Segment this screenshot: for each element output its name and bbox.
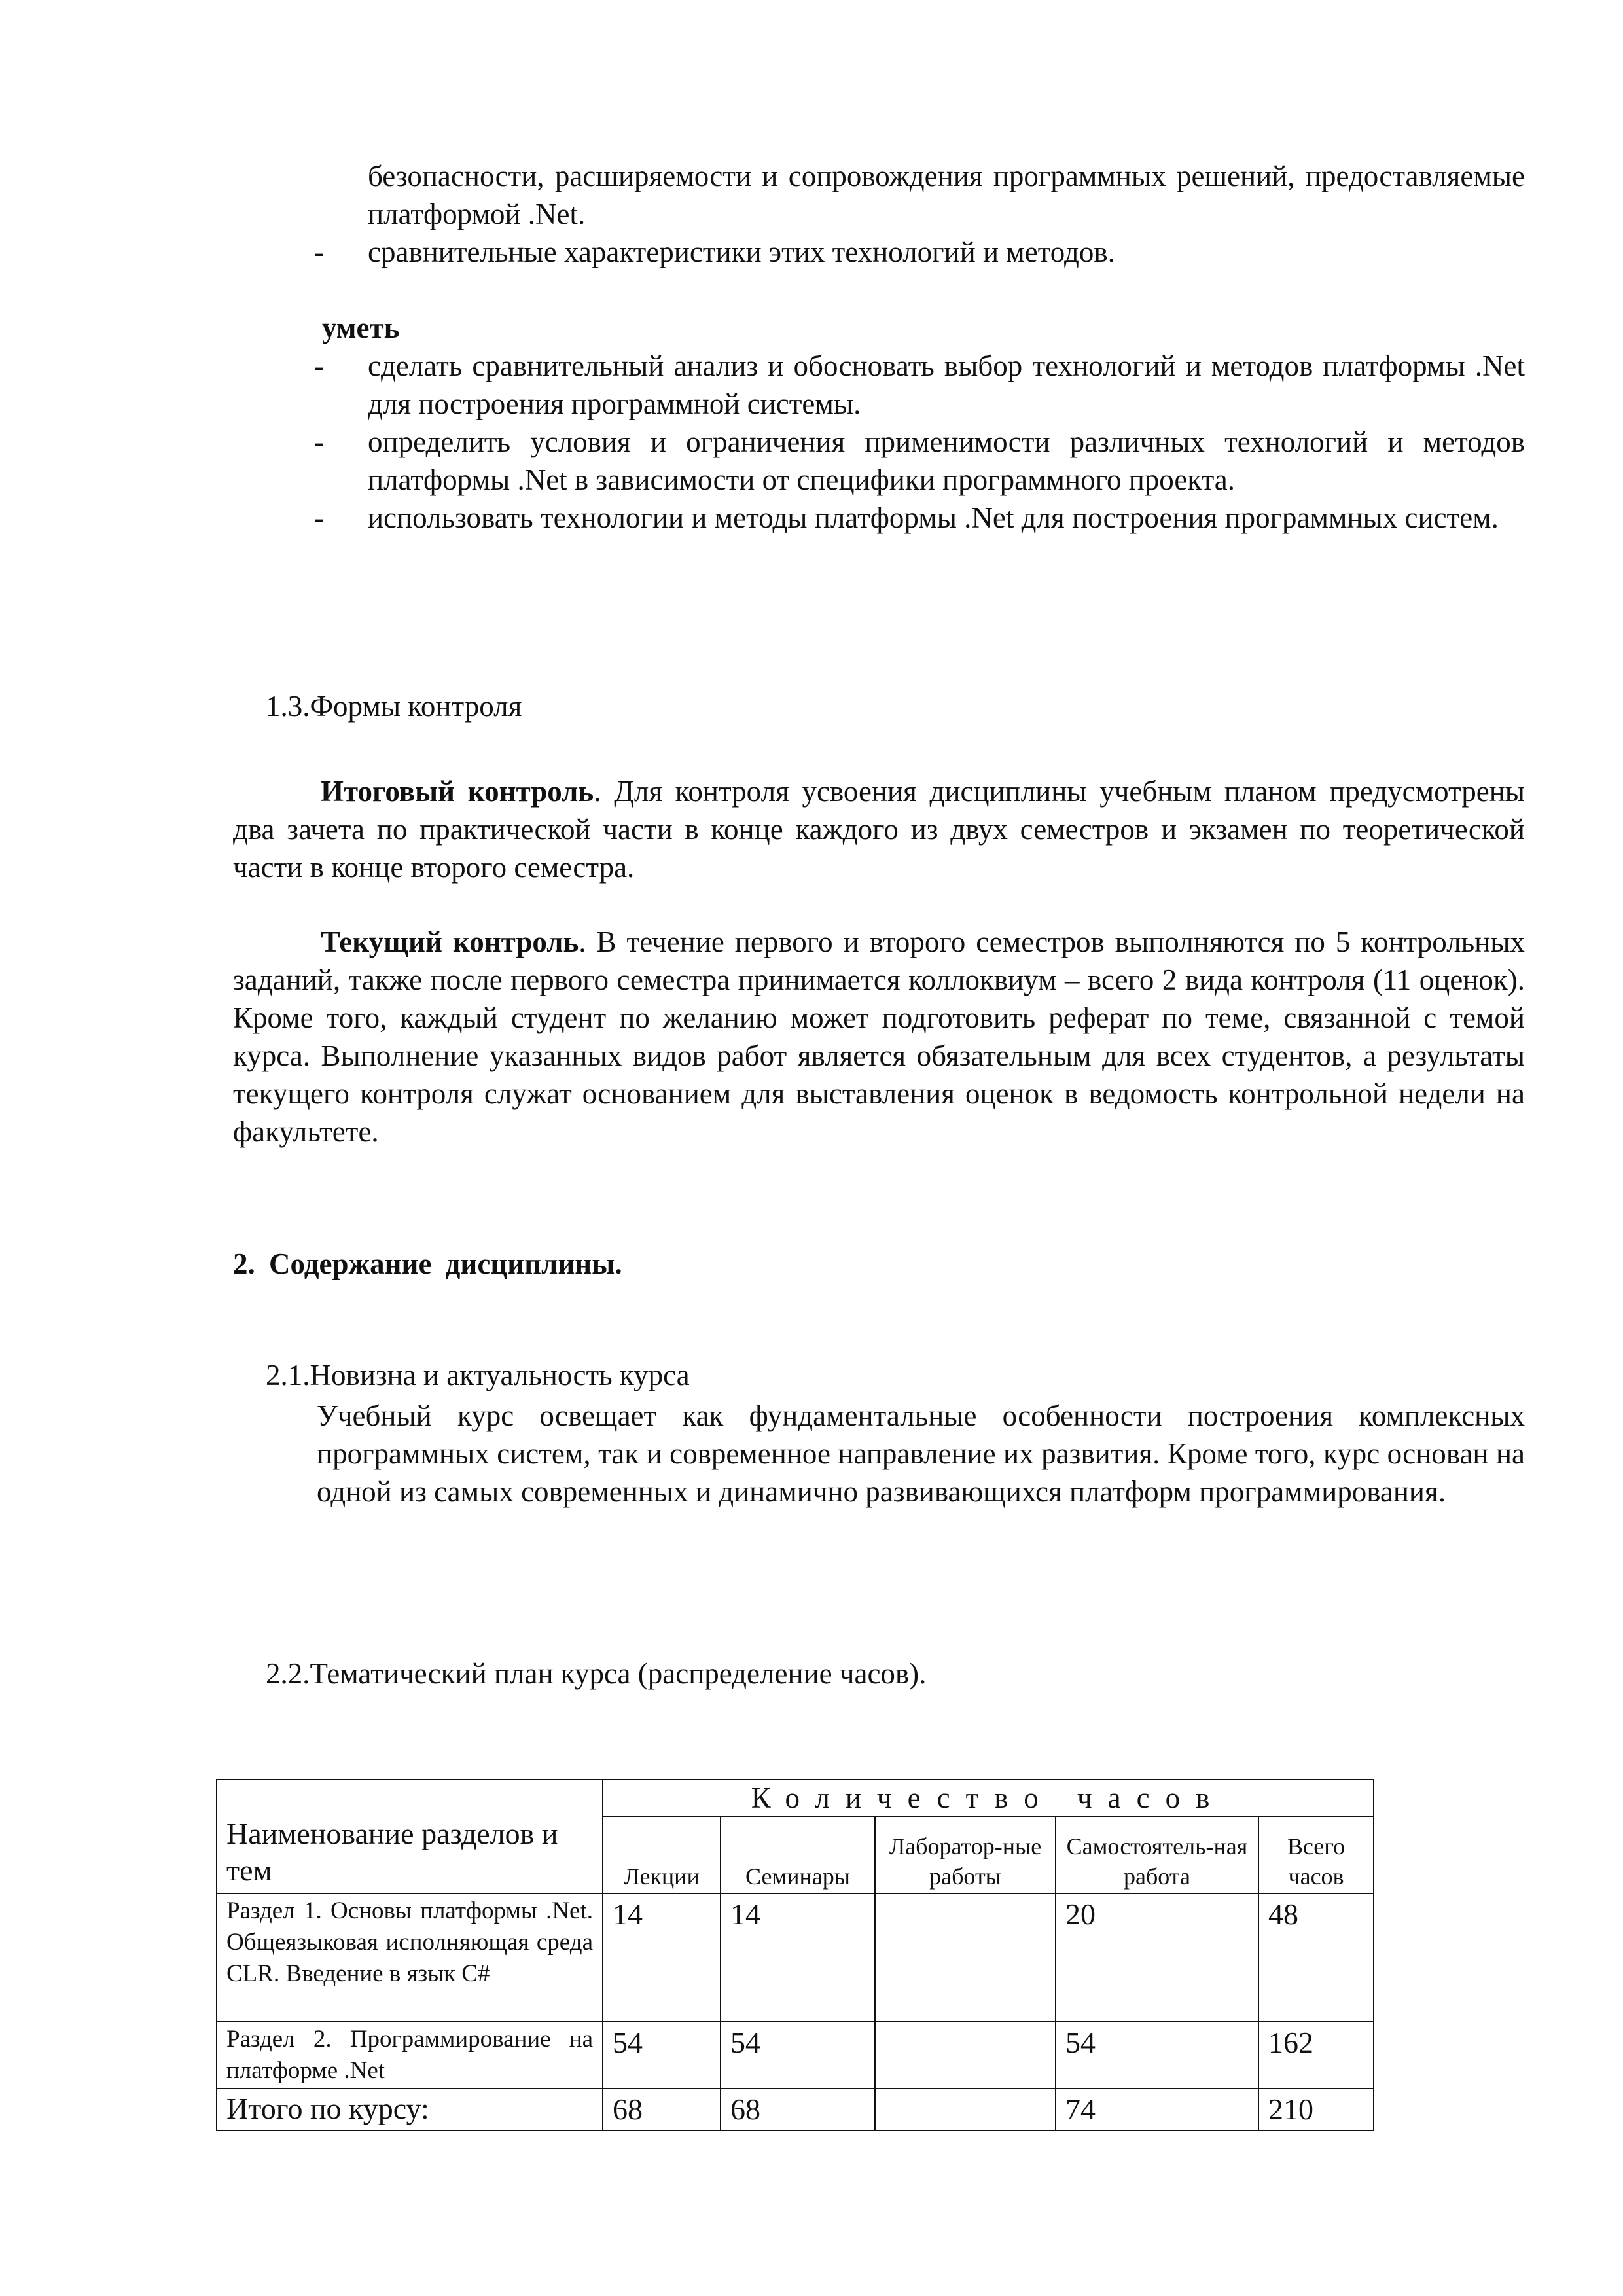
- total-lectures: 68: [603, 2089, 721, 2130]
- cell-labs: [875, 2022, 1056, 2089]
- total-row-name: Итого по курсу:: [217, 2089, 603, 2130]
- current-control-label: Текущий контроль: [321, 925, 579, 958]
- cell-self-study: 20: [1056, 1893, 1258, 2022]
- list-item-text: сравнительные характеристики этих технологий и методов.: [368, 236, 1115, 268]
- list-item: [308, 233, 1525, 271]
- current-control-paragraph: [233, 923, 1525, 1151]
- cell-seminars: 14: [721, 1893, 875, 2022]
- section-2-title: 2. Содержание дисциплины.: [233, 1247, 622, 1280]
- cell-lectures: 14: [603, 1893, 721, 2022]
- row-name: Раздел 1. Основы платформы .Net. Общеязыковая исполняющая среда CLR. Введение в язык C#: [217, 1893, 603, 2022]
- list-item: [308, 499, 1525, 537]
- cell-self-study: 54: [1056, 2022, 1258, 2089]
- section-2-1-title: 2.1.Новизна и актуальность курса: [266, 1359, 690, 1391]
- row-name: Раздел 2. Программирование на платформе .Net: [217, 2022, 603, 2089]
- cell-total: 162: [1258, 2022, 1374, 2089]
- list-item-text: определить условия и ограничения применимости различных технологий и методов платформы .Net в зависимости от специфики программного проекта.: [368, 425, 1525, 496]
- final-control-label: Итоговый контроль: [321, 775, 594, 808]
- list-item: [308, 347, 1525, 423]
- cell-labs: [875, 1893, 1056, 2022]
- section-2-1-paragraph: Учебный курс освещает как фундаментальные особенности построения комплексных программных систем, так и современное направление их развития. Кроме того, курс основан на одной из самых современных и динамично развивающихся платформ программирования.: [317, 1399, 1525, 1508]
- bullet-dash: -: [314, 236, 324, 268]
- column-group-header: Количество часов: [603, 1780, 1374, 1816]
- list-item-text: сделать сравнительный анализ и обосновать выбор технологий и методов платформы .Net для построения программной системы.: [368, 350, 1525, 420]
- list-item-text: использовать технологии и методы платформы .Net для построения программных систем.: [368, 501, 1499, 534]
- table-header-row: [217, 1780, 1374, 1816]
- column-header-seminars: Семинары: [721, 1816, 875, 1893]
- table-row: [217, 2022, 1374, 2089]
- table-total-row: [217, 2089, 1374, 2130]
- total-seminars: 68: [721, 2089, 875, 2130]
- final-control-paragraph: [233, 772, 1525, 886]
- final-control-text: . Для контроля усвоения дисциплины учебным планом предусмотрены два зачета по практической части в конце каждого из двух семестров и экзамен по теоретической части в конце второго семестра.: [233, 775, 1525, 884]
- current-control-text: . В течение первого и второго семестров выполняются по 5 контрольных заданий, также после первого семестра принимается коллоквиум – всего 2 вида контроля (11 оценок). Кроме того, каждый студент по желанию может подготовить реферат по теме, связанной с темой курса. Выполнение указанных видов работ является обязательным для всех студентов, а результаты текущего контроля служат основанием для выставления оценок в ведомость контрольной недели на факультете.: [233, 925, 1525, 1148]
- column-header-self-study: Самостоятель-ная работа: [1056, 1816, 1258, 1893]
- hours-table: [216, 1779, 1374, 2131]
- skills-list: [308, 347, 1525, 537]
- list-item: [308, 423, 1525, 499]
- column-header-total: Всего часов: [1258, 1816, 1374, 1893]
- cell-seminars: 54: [721, 2022, 875, 2089]
- column-header-lectures: Лекции: [603, 1816, 721, 1893]
- total-self-study: 74: [1056, 2089, 1258, 2130]
- column-header-labs: Лаборатор-ные работы: [875, 1816, 1056, 1893]
- continuation-paragraph: безопасности, расширяемости и сопровождения программных решений, предоставляемые платформой .Net.: [368, 160, 1525, 230]
- table-row: [217, 1893, 1374, 2022]
- bullet-dash: -: [314, 350, 324, 382]
- total-total: 210: [1258, 2089, 1374, 2130]
- cell-total: 48: [1258, 1893, 1374, 2022]
- knowledge-list: [308, 233, 1525, 271]
- skills-heading: уметь: [322, 312, 400, 344]
- column-header-name: Наименование разделов и тем: [217, 1780, 603, 1893]
- section-2-2-title: 2.2.Тематический план курса (распределение часов).: [266, 1657, 927, 1690]
- cell-lectures: 54: [603, 2022, 721, 2089]
- total-labs: [875, 2089, 1056, 2130]
- bullet-dash: -: [314, 501, 324, 534]
- bullet-dash: -: [314, 425, 324, 458]
- section-1-3-title: 1.3.Формы контроля: [266, 690, 522, 723]
